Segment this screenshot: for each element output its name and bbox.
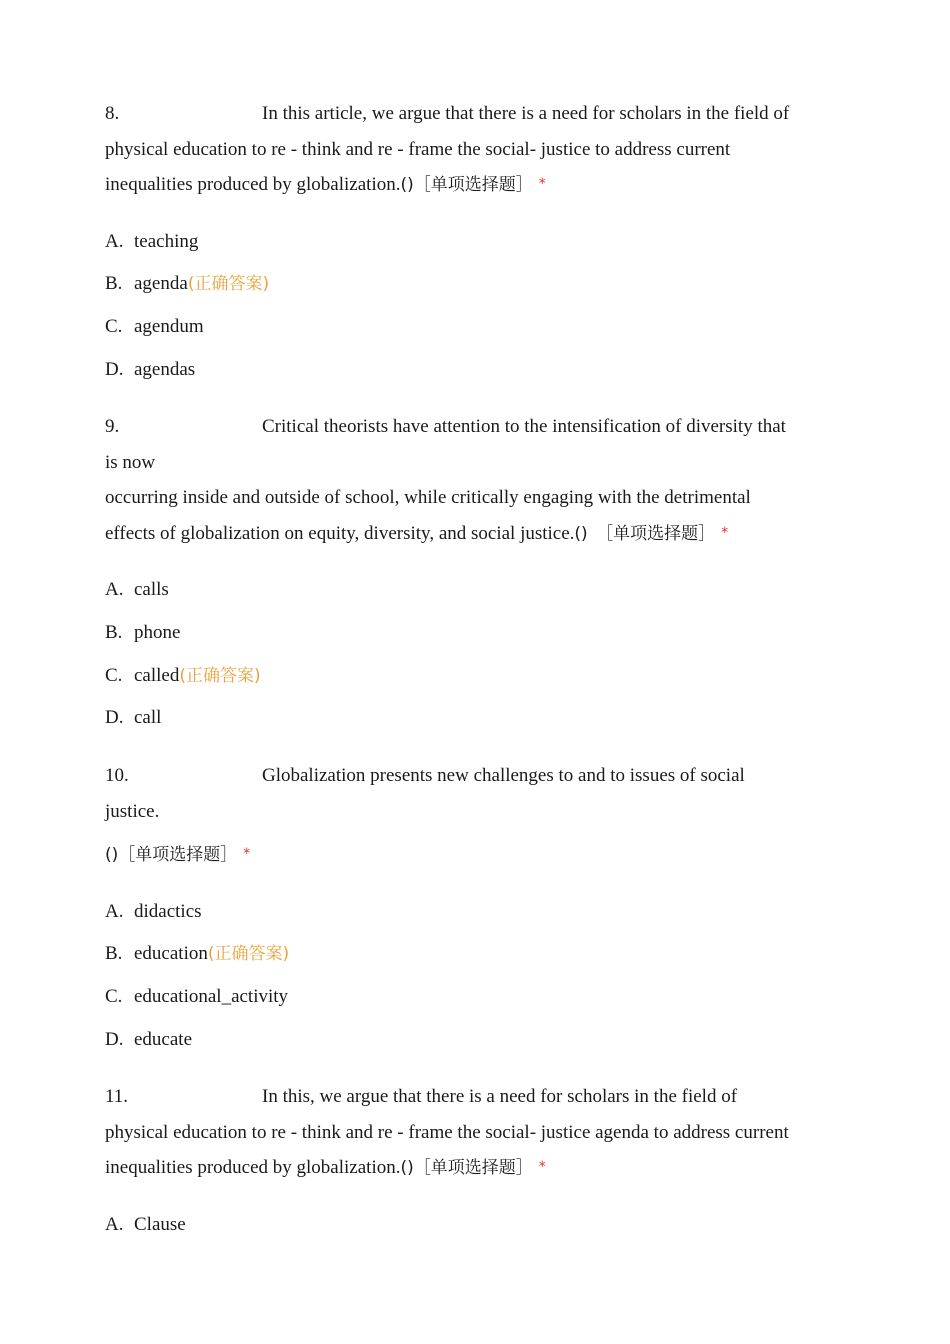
question-8 (105, 96, 845, 391)
correct-answer-label: (正确答案) (207, 944, 290, 965)
question-type-tag: ()［单项选择题］ (400, 1158, 533, 1179)
question-text: physical education to re - think and re - frame the social- justice agenda to address current (105, 1121, 789, 1143)
correct-answer-label: (正确答案) (179, 665, 261, 686)
correct-answer-label: (正确答案) (187, 274, 270, 295)
option-letter: B. (105, 943, 123, 965)
option-a[interactable] (105, 569, 845, 612)
option-list (105, 891, 845, 1062)
question-11 (105, 1079, 845, 1246)
option-a[interactable] (105, 1204, 845, 1247)
option-c[interactable] (105, 306, 845, 349)
question-text: In this, we argue that there is a need for scholars in the field of (262, 1086, 738, 1108)
required-mark: * (721, 524, 729, 541)
option-list (105, 221, 845, 392)
question-stem-line (105, 837, 845, 875)
question-text: physical education to re - think and re - frame the social- justice to address current (105, 138, 731, 160)
option-letter: A. (105, 579, 124, 601)
option-d[interactable] (105, 1019, 845, 1062)
question-text: Critical theorists have attention to the intensification of diversity that (262, 416, 786, 438)
option-b[interactable] (105, 263, 845, 306)
question-spacer (105, 391, 845, 409)
question-spacer (105, 740, 845, 758)
option-d[interactable] (105, 697, 845, 740)
question-type-tag: ()［单项选择题］ (105, 845, 238, 866)
question-text: effects of globalization on equity, diversity, and social justice. (105, 522, 575, 544)
question-text: occurring inside and outside of school, while critically engaging with the detrimental (105, 487, 751, 509)
required-mark: * (538, 176, 546, 192)
option-letter: B. (105, 622, 123, 644)
question-text: justice. (105, 800, 160, 822)
option-text: educate (134, 1028, 193, 1050)
question-text: inequalities produced by globalization. (105, 1157, 401, 1179)
question-number: 9. (105, 416, 120, 438)
option-letter: A. (105, 230, 124, 252)
option-letter: C. (105, 986, 123, 1008)
option-text: teaching (134, 230, 199, 252)
question-type-tag: ()［单项选择题］ (400, 175, 533, 195)
option-text: calls (134, 579, 169, 601)
option-a[interactable] (105, 221, 845, 264)
option-text: phone (134, 622, 181, 644)
question-text: In this article, we argue that there is a need for scholars in the field of (262, 103, 790, 124)
option-letter: A. (105, 1213, 124, 1235)
question-stem-line (105, 516, 845, 554)
question-stem-line (105, 480, 845, 516)
question-text: inequalities produced by globalization. (105, 174, 401, 195)
option-d[interactable] (105, 349, 845, 392)
option-text: didactics (134, 900, 202, 922)
question-10 (105, 758, 845, 1061)
question-number: 11. (105, 1086, 129, 1108)
question-spacer (105, 1061, 845, 1079)
option-letter: D. (105, 358, 124, 380)
question-stem-line (105, 1115, 845, 1151)
option-text: education (134, 943, 208, 965)
question-stem-line (105, 96, 845, 132)
option-letter: D. (105, 707, 124, 729)
option-c[interactable] (105, 976, 845, 1019)
option-text: agendas (134, 358, 196, 380)
option-text: called (134, 664, 180, 686)
option-list (105, 1204, 845, 1247)
question-type-tag: () ［单项选择题］ (574, 523, 716, 544)
question-stem-line (105, 1079, 845, 1115)
question-stem-line (105, 445, 845, 481)
question-stem-line (105, 758, 845, 794)
option-letter: D. (105, 1028, 124, 1050)
question-text: Globalization presents new challenges to and to issues of social (262, 765, 745, 787)
question-stem-line (105, 409, 845, 445)
option-text: educational_activity (134, 986, 289, 1008)
question-list (105, 96, 845, 1247)
option-c[interactable] (105, 655, 845, 698)
question-number: 10. (105, 765, 129, 787)
option-b[interactable] (105, 933, 845, 976)
question-9 (105, 409, 845, 740)
option-list (105, 569, 845, 740)
option-b[interactable] (105, 612, 845, 655)
required-mark: * (538, 1159, 546, 1176)
question-stem-line (105, 794, 845, 830)
option-text: Clause (134, 1213, 186, 1235)
question-number: 8. (105, 103, 120, 124)
option-text: call (134, 707, 162, 729)
question-stem-line (105, 167, 845, 205)
question-stem-line (105, 1150, 845, 1188)
option-text: agendum (134, 315, 204, 337)
option-letter: B. (105, 273, 123, 295)
option-letter: A. (105, 900, 124, 922)
option-text: agenda (134, 273, 188, 295)
option-letter: C. (105, 664, 123, 686)
question-text: is now (105, 451, 156, 473)
required-mark: * (243, 846, 251, 863)
option-a[interactable] (105, 891, 845, 934)
question-stem-line (105, 132, 845, 168)
option-letter: C. (105, 315, 123, 337)
